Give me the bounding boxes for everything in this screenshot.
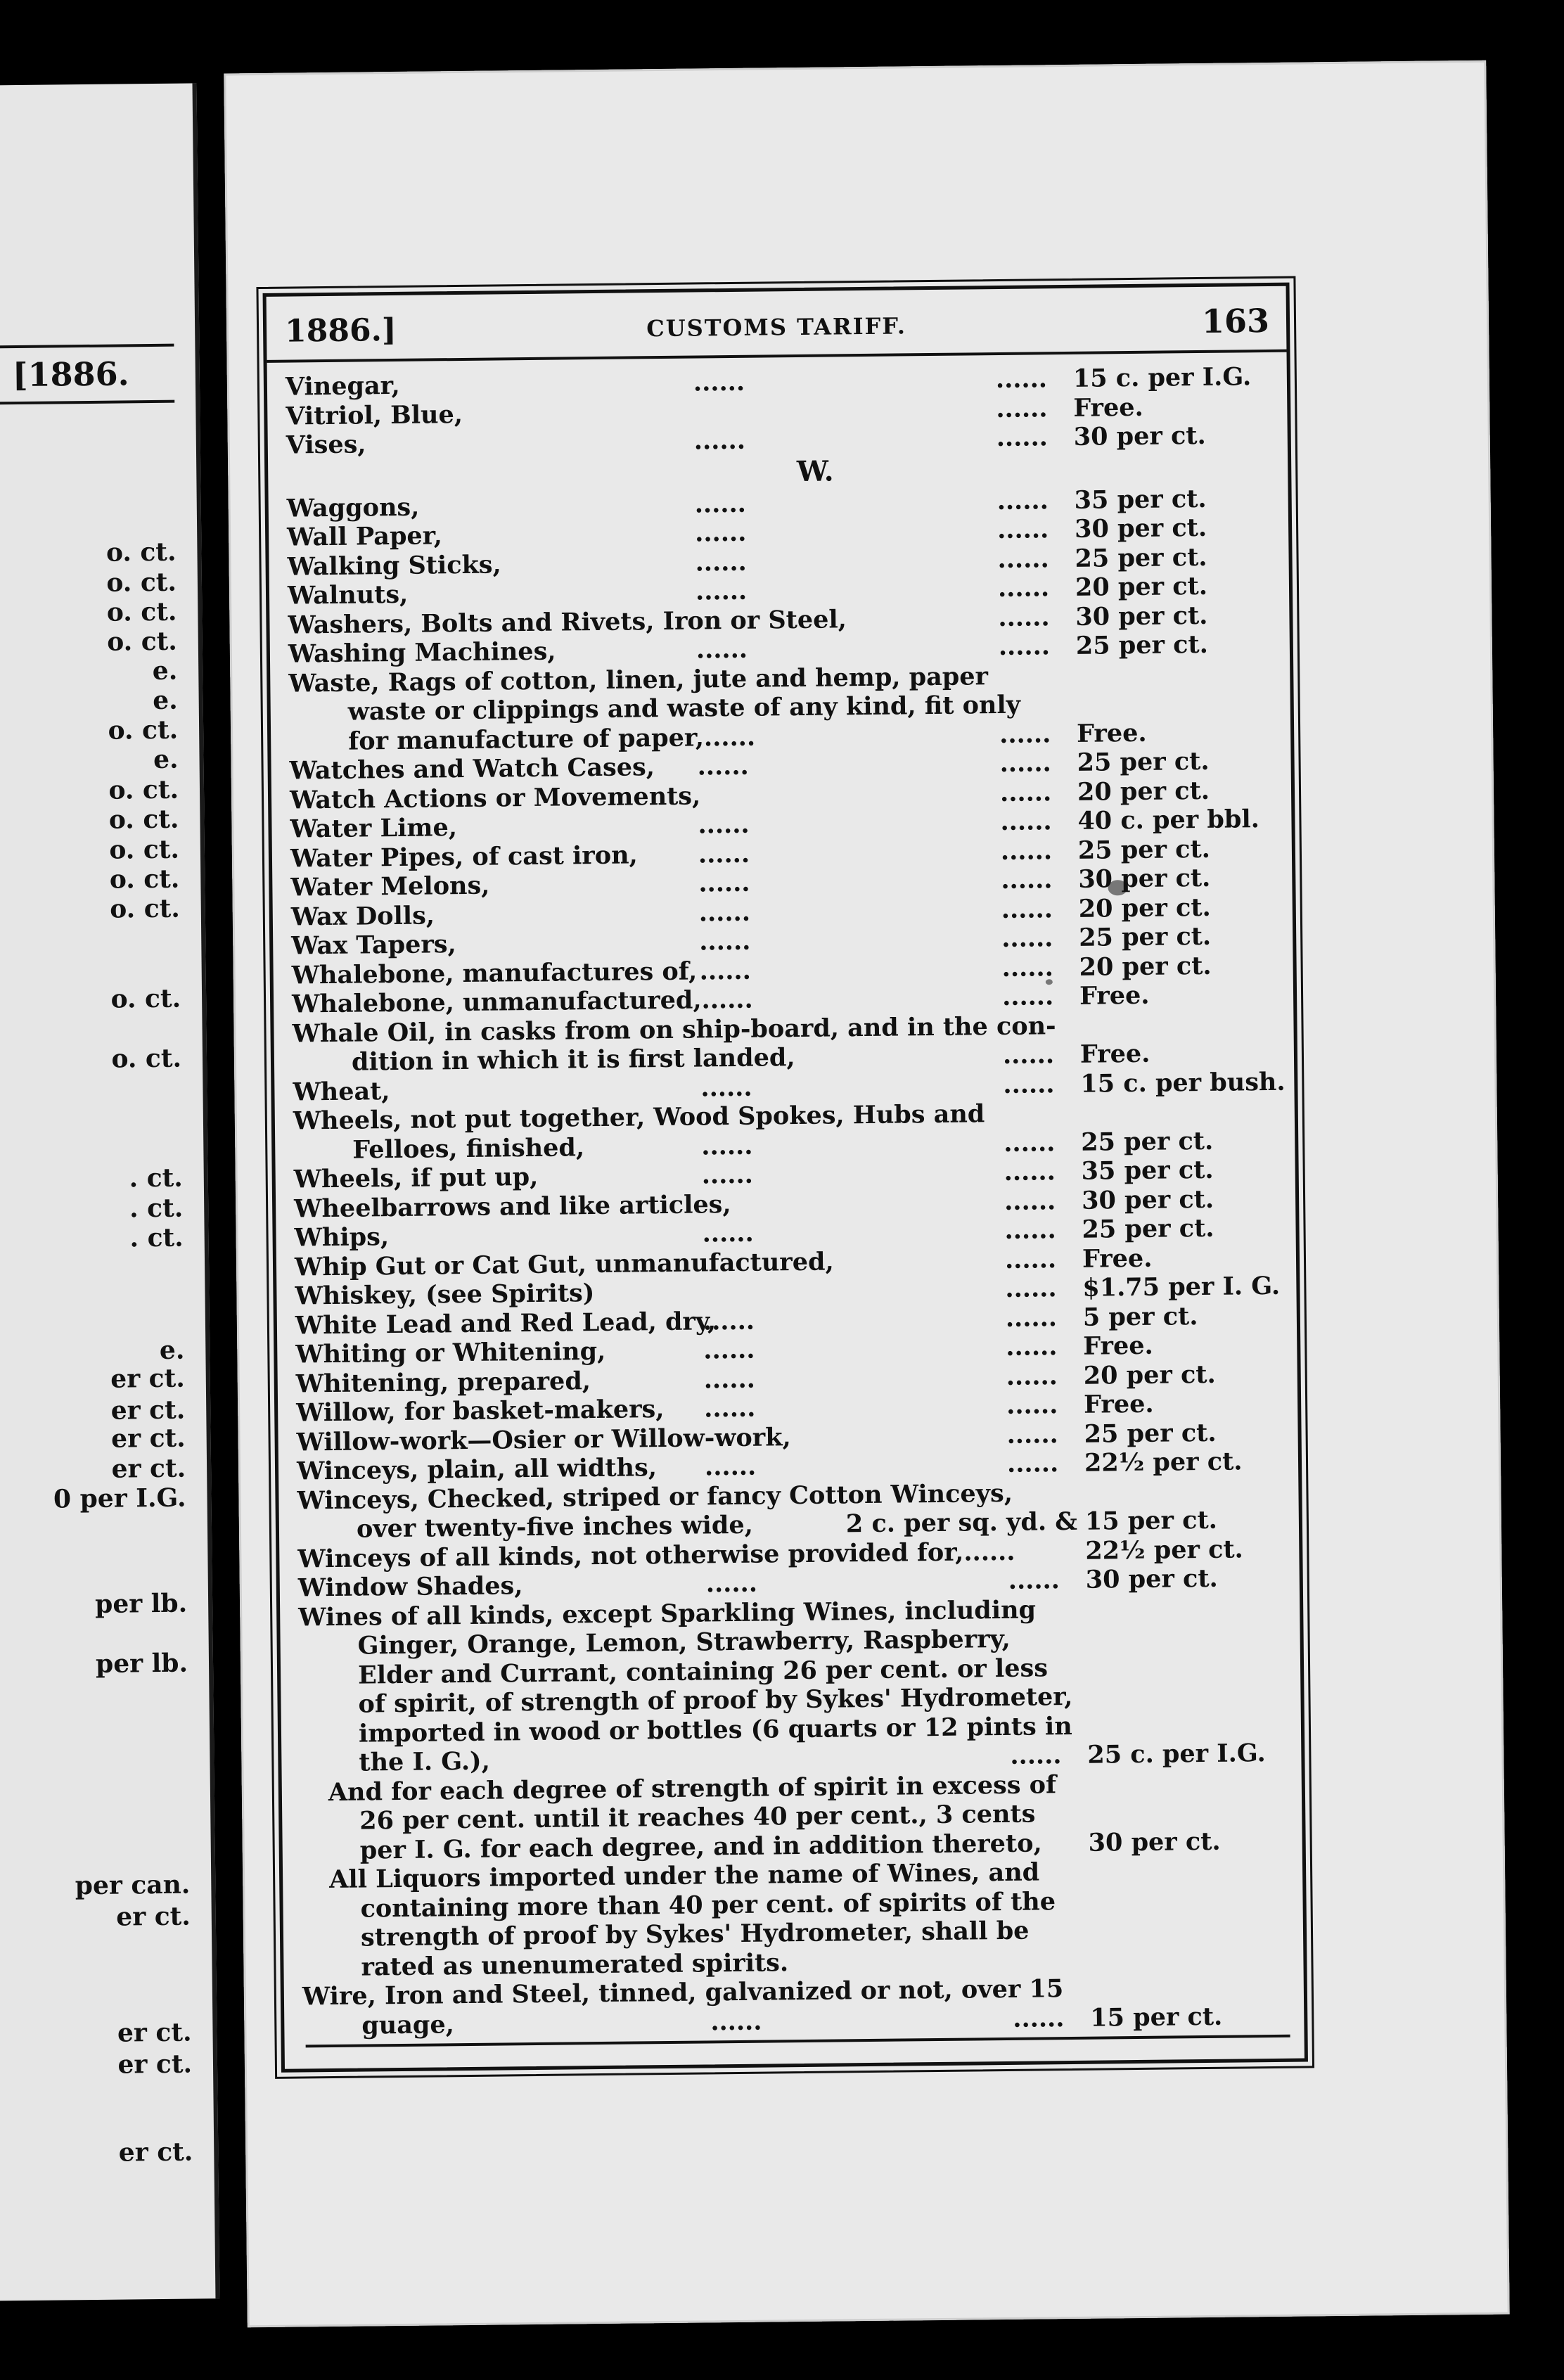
- duty-rate: 25 per ct.: [1078, 921, 1212, 952]
- leader-dots: ......: [699, 956, 752, 985]
- item-name: per I. G. for each degree, and in addition thereto,: [359, 1828, 1042, 1865]
- item-name: Wire, Iron and Steel, tinned, galvanized or not, over 15: [302, 1974, 1064, 2011]
- item-name: of spirit, of strength of proof by Sykes' Hydrometer,: [358, 1682, 1073, 1719]
- facing-page-rate: o. ct.: [110, 983, 181, 1014]
- duty-rate: 30 per ct.: [1078, 863, 1211, 894]
- leader-dots: ......: [700, 1073, 752, 1102]
- item-name: Winceys of all kinds, not otherwise provided for,......: [297, 1537, 1015, 1574]
- duty-rate: Free.: [1082, 1243, 1153, 1274]
- duty-rate: 15 per ct.: [1084, 1505, 1218, 1536]
- item-name: Washers, Bolts and Rivets, Iron or Steel,: [288, 604, 847, 640]
- facing-page-rate: er ct.: [117, 2017, 192, 2048]
- leader-dots: ......: [694, 489, 747, 519]
- facing-page-rate: o. ct.: [109, 834, 180, 865]
- facing-page-rate: per lb.: [95, 1648, 188, 1679]
- item-name: All Liquors imported under the name of Wines, and: [328, 1857, 1040, 1895]
- item-name: Water Lime,: [290, 813, 458, 844]
- leader-dots: ......: [996, 485, 1049, 516]
- facing-page-rate: o. ct.: [111, 1043, 182, 1074]
- item-name: Window Shades,: [297, 1571, 523, 1603]
- item-name: for manufacture of paper,......: [348, 722, 756, 756]
- duty-rate: 15 c. per I.G.: [1072, 362, 1252, 393]
- item-name: Wheels, if put up,: [293, 1162, 539, 1194]
- item-name: Whitening, prepared,: [295, 1366, 591, 1399]
- item-name: Whale Oil, in casks from on ship-board, and in the con-: [292, 1011, 1056, 1049]
- item-name: imported in wood or bottles (6 quarts or 12 pints in: [358, 1711, 1072, 1748]
- item-name: Wax Tapers,: [291, 930, 456, 961]
- leader-dots: ......: [1004, 1127, 1056, 1158]
- item-name: Whiting or Whitening,: [295, 1336, 606, 1369]
- duty-rate: 20 per ct.: [1083, 1359, 1216, 1390]
- item-name: And for each degree of strength of spirit in excess of: [328, 1770, 1057, 1807]
- section-letter: W.: [796, 454, 834, 488]
- duty-rate: 22½ per ct.: [1085, 1534, 1243, 1566]
- leader-dots: ......: [705, 1568, 758, 1599]
- facing-page-rate: e.: [152, 655, 178, 686]
- item-name: White Lead and Red Lead, dry,: [295, 1306, 717, 1341]
- leader-dots: ......: [703, 1364, 756, 1394]
- facing-page-rate: o. ct.: [109, 864, 180, 895]
- item-name: dition in which it is first landed,: [351, 1043, 795, 1077]
- duty-rate: 20 per ct.: [1077, 776, 1210, 807]
- header-year: 1886.]: [284, 312, 397, 350]
- leader-dots: ......: [701, 1131, 753, 1160]
- facing-page-rate: . ct.: [129, 1163, 184, 1194]
- item-name: Willow, for basket-makers,: [296, 1395, 665, 1428]
- leader-dots: ......: [695, 576, 748, 606]
- leader-dots: ......: [696, 634, 748, 665]
- leader-dots: ......: [998, 602, 1050, 632]
- leader-dots: ......: [694, 518, 747, 548]
- duty-rate: 25 c. per I.G.: [1087, 1739, 1266, 1770]
- leader-dots: ......: [1003, 1069, 1055, 1099]
- leader-dots: ......: [1001, 865, 1053, 895]
- leader-dots: ......: [1002, 1040, 1055, 1070]
- leader-dots: ......: [1001, 894, 1053, 924]
- item-name: the I. G.),: [359, 1746, 491, 1777]
- item-name: Waggons,: [286, 492, 420, 523]
- item-name: Whip Gut or Cat Gut, unmanufactured,: [294, 1246, 834, 1282]
- item-name: Watches and Watch Cases,: [289, 753, 655, 786]
- leader-dots: ......: [1000, 836, 1053, 866]
- item-name: Vitriol, Blue,: [286, 399, 463, 431]
- item-name: Wheelbarrows and like articles,: [293, 1189, 731, 1224]
- item-name: Vinegar,: [285, 371, 400, 402]
- item-name: Walnuts,: [287, 580, 409, 610]
- duty-rate: 25 per ct.: [1081, 1126, 1214, 1157]
- leader-dots: ......: [703, 1306, 755, 1336]
- item-name: Water Melons,: [290, 871, 490, 902]
- item-name: Wines of all kinds, except Sparkling Wines, including: [298, 1595, 1037, 1632]
- leader-dots: ......: [1006, 1419, 1058, 1450]
- facing-page-year: [1886.: [12, 354, 129, 395]
- duty-rate: 30 per ct.: [1081, 1184, 1214, 1215]
- leader-dots: ......: [1000, 807, 1052, 836]
- leader-dots: ......: [693, 367, 745, 397]
- leader-dots: ......: [996, 393, 1048, 423]
- facing-page-rate: 0 per I.G.: [53, 1483, 186, 1514]
- leader-dots: ......: [1001, 952, 1053, 983]
- item-name: rated as unenumerated spirits.: [361, 1947, 789, 1982]
- facing-page-rate: o. ct.: [108, 804, 179, 835]
- item-name: Willow-work—Osier or Willow-work,: [296, 1422, 791, 1457]
- leader-dots: ......: [1010, 1741, 1062, 1770]
- item-name: Winceys, plain, all widths,: [296, 1453, 658, 1486]
- leader-dots: ......: [999, 748, 1051, 778]
- facing-page-rate: o. ct.: [106, 596, 177, 627]
- duty-rate: 25 per ct.: [1082, 1213, 1214, 1244]
- duty-rate: 15 c. per bush.: [1080, 1067, 1286, 1099]
- facing-page-rate: per can.: [75, 1869, 191, 1901]
- duty-rate: 35 per ct.: [1074, 484, 1207, 515]
- duty-rate: 40 c. per bbl.: [1077, 805, 1260, 836]
- item-name: Ginger, Orange, Lemon, Strawberry, Raspberry,: [357, 1624, 1011, 1661]
- duty-rate: Free.: [1083, 1389, 1154, 1419]
- duty-rate: Free.: [1076, 718, 1147, 748]
- tariff-list: [286, 362, 1290, 2041]
- duty-rate: 30 per ct.: [1085, 1563, 1218, 1594]
- facing-page-rate: er ct.: [117, 2049, 193, 2080]
- duty-rate: Free.: [1073, 392, 1143, 423]
- duty-rate: 20 per ct.: [1079, 951, 1212, 982]
- leader-dots: ......: [1004, 1215, 1056, 1245]
- duty-rate: 25 per ct.: [1075, 629, 1208, 660]
- duty-rate: 30 per ct.: [1088, 1826, 1221, 1857]
- leader-dots: ......: [699, 926, 751, 957]
- item-name: waste or clippings and waste of any kind, fit only: [347, 690, 1021, 727]
- item-name: Wheels, not put together, Wood Spokes, Hubs and: [293, 1099, 985, 1136]
- facing-page-rate: er ct.: [118, 2137, 193, 2168]
- duty-rate: 22½ per ct.: [1084, 1447, 1243, 1478]
- facing-page-rate: e.: [153, 744, 179, 775]
- facing-page-rate: o. ct.: [108, 774, 179, 805]
- leader-dots: ......: [997, 573, 1050, 603]
- item-name: containing more than 40 per cent. of spirits of the: [360, 1886, 1056, 1924]
- leader-dots: ......: [1013, 2003, 1065, 2033]
- page-number: 163: [1201, 301, 1270, 340]
- duty-rate: Free.: [1079, 1039, 1150, 1069]
- item-name: Water Pipes, of cast iron,: [290, 840, 638, 874]
- leader-dots: ......: [1001, 923, 1053, 953]
- facing-page-rate: o. ct.: [105, 537, 177, 568]
- facing-page-rate: o. ct.: [110, 893, 181, 924]
- facing-page-rate: er ct.: [110, 1363, 185, 1394]
- leader-dots: ......: [1004, 1186, 1056, 1216]
- leader-dots: ......: [698, 868, 750, 898]
- leader-dots: ......: [999, 719, 1051, 749]
- duty-rate: Free.: [1083, 1331, 1153, 1361]
- facing-page-rate: er ct.: [111, 1453, 186, 1484]
- facing-page-rate: er ct.: [110, 1395, 186, 1426]
- item-name: Elder and Currant, containing 26 per cent. or less: [357, 1653, 1049, 1690]
- item-name: Whiskey, (see Spirits): [295, 1279, 595, 1311]
- item-name: Wax Dolls,: [290, 900, 435, 932]
- leader-dots: ......: [1006, 1332, 1058, 1362]
- page-frame: [263, 283, 1308, 2073]
- facing-page-rate: . ct.: [129, 1193, 184, 1224]
- leader-dots: ......: [997, 544, 1049, 574]
- header-title: CUSTOMS TARIFF.: [646, 312, 907, 343]
- item-name: Walking Sticks,: [287, 549, 501, 582]
- item-name: over twenty-five inches wide,: [356, 1510, 754, 1544]
- leader-dots: ......: [698, 897, 751, 927]
- duty-rate: $1.75 per I. G.: [1082, 1271, 1281, 1303]
- leader-dots: ......: [703, 1393, 756, 1423]
- leader-dots: ......: [703, 1335, 755, 1365]
- leader-dots: ......: [710, 2007, 762, 2036]
- leader-dots: ......: [1006, 1361, 1058, 1391]
- facing-page-rule: [0, 344, 174, 349]
- facing-page-fragment: [0, 83, 219, 2301]
- duty-rate: 15 per ct.: [1090, 2002, 1223, 2033]
- leader-dots: ......: [1001, 982, 1054, 1011]
- item-name: strength of proof by Sykes' Hydrometer, shall be: [360, 1916, 1030, 1952]
- item-name: Wall Paper,: [286, 521, 442, 552]
- leader-dots: ......: [1004, 1244, 1057, 1274]
- facing-page-rate: . ct.: [129, 1222, 184, 1253]
- specific-duty: 2 c. per sq. yd. &: [845, 1506, 1078, 1539]
- leader-dots: ......: [1004, 1157, 1056, 1186]
- facing-page-rate: o. ct.: [108, 715, 179, 746]
- duty-rate: 25 per ct.: [1077, 746, 1210, 777]
- item-name: Whalebone, unmanufactured,......: [291, 985, 753, 1019]
- facing-page-rate: e.: [159, 1335, 185, 1365]
- item-name: Wheat,: [293, 1076, 390, 1107]
- item-name: Watch Actions or Movements,: [289, 781, 701, 815]
- facing-page-rate: per lb.: [94, 1588, 188, 1619]
- leader-dots: ......: [999, 777, 1052, 807]
- leader-dots: ......: [1006, 1449, 1059, 1478]
- leader-dots: ......: [701, 1160, 754, 1190]
- leader-dots: ......: [702, 1218, 754, 1248]
- leader-dots: ......: [695, 547, 747, 577]
- item-name: guage,: [361, 2009, 455, 2040]
- duty-rate: Free.: [1079, 980, 1150, 1011]
- duty-rate: 35 per ct.: [1081, 1155, 1214, 1186]
- leader-dots: ......: [697, 751, 749, 781]
- duty-rate: 20 per ct.: [1078, 892, 1211, 923]
- duty-rate: 25 per ct.: [1075, 542, 1207, 573]
- leader-dots: ......: [998, 632, 1051, 661]
- facing-page-rate: er ct.: [110, 1423, 186, 1454]
- duty-rate: 5 per ct.: [1082, 1301, 1198, 1332]
- book-page: [224, 60, 1509, 2328]
- duty-rate: 25 per ct.: [1077, 834, 1211, 865]
- leader-dots: ......: [996, 515, 1049, 545]
- duty-rate: 20 per ct.: [1075, 571, 1208, 602]
- item-name: Vises,: [286, 430, 366, 460]
- leader-dots: ......: [698, 810, 750, 840]
- item-name: Winceys, Checked, striped or fancy Cotton Winceys,: [297, 1478, 1013, 1516]
- item-name: Whips,: [294, 1222, 390, 1253]
- leader-dots: ......: [1005, 1274, 1057, 1303]
- running-header: [267, 286, 1287, 363]
- leader-dots: ......: [1008, 1566, 1060, 1595]
- leader-dots: ......: [1006, 1390, 1058, 1420]
- leader-dots: ......: [693, 426, 746, 456]
- leader-dots: ......: [704, 1452, 757, 1482]
- item-name: Whalebone, manufactures of,: [291, 957, 698, 990]
- item-name: Washing Machines,: [288, 636, 556, 669]
- leader-dots: ......: [995, 364, 1048, 395]
- duty-rate: 30 per ct.: [1073, 421, 1206, 452]
- duty-rate: 30 per ct.: [1074, 513, 1207, 544]
- leader-dots: ......: [1005, 1303, 1058, 1333]
- leader-dots: ......: [996, 423, 1049, 453]
- facing-page-rate: e.: [153, 685, 178, 716]
- leader-dots: ......: [698, 839, 750, 869]
- facing-page-rate: er ct.: [116, 1901, 191, 1932]
- duty-rate: 30 per ct.: [1075, 601, 1208, 632]
- item-name: 26 per cent. until it reaches 40 per cent., 3 cents: [359, 1799, 1036, 1836]
- item-name: Waste, Rags of cotton, linen, jute and hemp, paper: [288, 661, 989, 698]
- item-name: Felloes, finished,: [352, 1132, 585, 1165]
- facing-page-rate: o. ct.: [107, 626, 178, 657]
- facing-page-rate: o. ct.: [106, 567, 177, 598]
- duty-rate: 25 per ct.: [1084, 1418, 1217, 1449]
- facing-page-rule: [0, 400, 174, 405]
